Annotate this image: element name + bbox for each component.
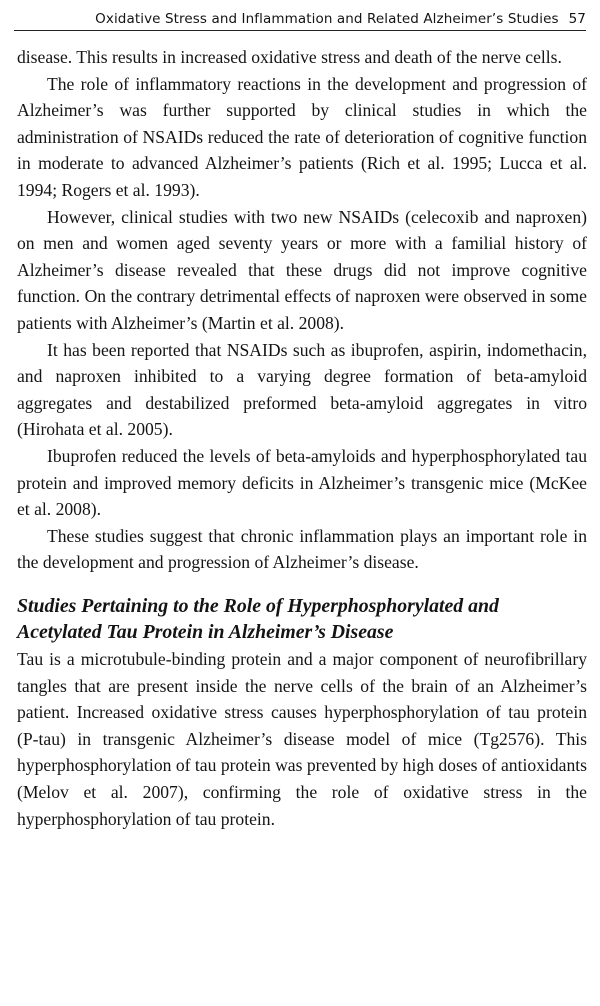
paragraph-conclusion: These studies suggest that chronic inflammation plays an important role in the development and progression of Alzheimer’s disease.: [17, 525, 587, 573]
section-heading: Studies Pertaining to the Role of Hyperphosphorylated and Acetylated Tau Protein in Alzheimer’s Disease: [17, 594, 499, 644]
running-head-title: Oxidative Stress and Inflammation and Related Alzheimer’s Studies: [95, 11, 559, 27]
paragraph-continuation: disease. This results in increased oxidative stress and death of the nerve cells.: [17, 47, 562, 67]
paragraph-tau-protein: Tau is a microtubule-binding protein and a major component of neurofibrillary tangles that are present inside the nerve cells of the brain of an Alzheimer’s patient. Increased oxidative stress causes hyperphosphorylation of tau protein (P-tau) in transgenic Alzheimer’s disease model of mice (Tg2576). This hyperphosphorylation of tau protein was prevented by high doses of antioxidants (Melov et al. 2007), confirming the role of oxidative stress in the hyperphosphorylation of tau protein.: [17, 649, 587, 829]
paragraph-nsaid-trials: However, clinical studies with two new NSAIDs (celecoxib and naproxen) on men and women aged seventy years or more with a familial history of Alzheimer’s disease revealed that these drugs did not improve cognitive function. On the contrary detrimental effects of naproxen were observed in some patients with Alzheimer’s (Martin et al. 2008).: [17, 206, 587, 333]
running-head: [14, 8, 586, 31]
paragraph-ibuprofen: Ibuprofen reduced the levels of beta-amyloids and hyperphosphorylated tau protein and improved memory deficits in Alzheimer’s transgenic mice (McKee et al. 2008).: [17, 445, 587, 520]
paragraph-inflammation-role: The role of inflammatory reactions in the development and progression of Alzheimer’s was further supported by clinical studies in which the administration of NSAIDs reduced the rate of deterioration of cognitive function in moderate to advanced Alzheimer’s patients (Rich et al. 1995; Lucca et al. 1994; Rogers et al. 1993).: [17, 73, 587, 200]
paragraph-nsaid-aggregates: It has been reported that NSAIDs such as ibuprofen, aspirin, indomethacin, and naproxen inhibited to a varying degree formation of beta-amyloid aggregates and destabilized preformed beta-amyloid aggregates in vitro (Hirohata et al. 2005).: [17, 339, 587, 440]
page-body: [17, 44, 587, 832]
page-number: 57: [568, 11, 586, 27]
